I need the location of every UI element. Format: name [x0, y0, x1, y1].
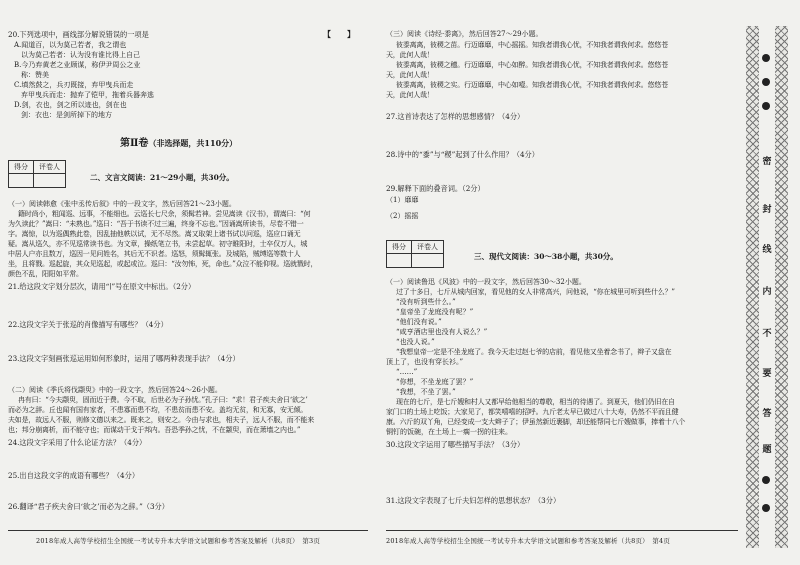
poem-line: 彼黍离离，彼稷之实。行迈靡靡，中心如噎。知我者谓我心忧，不知我者谓我何求。悠悠苍 [396, 81, 668, 89]
passage-line: 颜色不乱，阳阳如平常。 [8, 270, 83, 278]
score-box [386, 240, 444, 268]
q20-option: 称：赞美 [14, 71, 49, 79]
poem-line: 彼黍离离，彼稷之穗。行迈靡靡，中心如醉。知我者谓我心忧，不知我者谓我何求。悠悠苍 [396, 61, 668, 69]
question-29: 29.解释下面的叠音词。（2分） [386, 184, 485, 193]
reading-b-intro: （二）阅读《季氏将伐颛臾》中的一段文字，然后回答24～26小题。 [8, 386, 222, 394]
poem-line: 彼黍离离，彼稷之苗。行迈靡靡，中心摇摇。知我者谓我心忧，不知我者谓我何求。悠悠苍 [396, 41, 668, 49]
binding-char: 题 [762, 445, 772, 455]
reading-a-intro: （一）阅读韩愈《张中丞传后叙》中的一段文字，然后回答21～23小题。 [8, 200, 236, 208]
binding-char: 封 [762, 205, 772, 215]
q20-option: 以为莫己若者：认为没有谁比得上自己 [14, 51, 140, 59]
passage-line: 顶上了，也没有穿长衫。” [386, 358, 464, 366]
passage-line: “咸亨酒店里也没有人说么？” [396, 328, 488, 336]
question-27: 27.这首诗表达了怎样的思想感情？（4分） [386, 112, 525, 121]
poem-line: 天，此何人哉！ [386, 71, 434, 79]
passage-line: “你想，不坐龙庭了罢？” [396, 378, 474, 386]
passage-line: 家门口的土场上吃饭；大家见了，都笑嘻嘻的招呼。九斤老太早已做过八十大寿，仍然不平而且健 [386, 408, 679, 416]
reading-c-intro: （三）阅读《诗经·黍离》，然后回答27～29小题。 [386, 30, 543, 38]
question-24: 24.这段文字采用了什么论证方法？（4分） [8, 438, 147, 447]
score-header: 得分 [387, 241, 412, 254]
passage-line: 籍时尚小，粗闻巡、远事，不能细也。云巡长七尺余，须髯若神。尝见嵩读《汉书》，谓嵩曰：“何 [18, 210, 311, 218]
left-page [8, 30, 368, 545]
passage-line: “……” [396, 368, 418, 376]
passage-line: “我想皇帝一定是不坐龙庭了。我今天走过赵七爷的店前，看见他又坐着念书了，辫子又盘在 [396, 348, 672, 356]
binding-dot [762, 102, 770, 110]
binding-char: 不 [762, 329, 772, 339]
passage-line: 为久读此？”嵩曰：“未熟也。”巡曰：“吾于书读不过三遍，终身不忘也。”因诵嵩所读书，尽卷不错一 [8, 220, 304, 228]
binding-char: 线 [762, 245, 772, 255]
footer-rule [386, 530, 738, 531]
q20-option: A.闻道百，以为莫己若者，我之谓也 [14, 41, 127, 49]
q20-option: C.填然鼓之，兵刃既接，弃甲曳兵而走 [14, 81, 134, 89]
binding-dot [762, 54, 770, 62]
passage-line: 中居人户亦且数万，巡因一见问姓名，其后无不识者。巡怒，须髯辄张。及城陷，贼缚巡等数十人 [8, 250, 301, 258]
passage-line: 过了十多日，七斤从城内回家，看见他的女人非常高兴，问他说，“你在城里可听到些什么？” [396, 288, 675, 296]
passage-line: 疑。嵩从巡久，亦不见巡常读书也。为文章，操纸笔立书，未尝起草。初守睢阳时，士卒仅万人，城 [8, 240, 308, 248]
passage-line: 而必为之辞。丘也闻有国有家者，不患寡而患不均，不患贫而患不安。盖均无贫，和无寡，安无倾。 [8, 406, 308, 414]
poem-line: 天，此何人哉！ [386, 91, 434, 99]
passage-line: 康。六斤的双丫角，已经变成一支大辫子了；伊虽然新近裹脚，却还能帮同七斤嫂做事，捧着十八个 [386, 418, 686, 426]
right-page [386, 30, 738, 545]
part2-title [120, 134, 237, 149]
passage-line: 夫如是，故远人不服，则修文德以来之。既来之，则安之。今由与求也，相夫子，远人不服，而不能来 [8, 416, 314, 424]
passage-line: “皇帝坐了龙庭没有呢？” [396, 308, 474, 316]
question-30: 30.这段文字运用了哪些描写手法？（3分） [386, 440, 525, 449]
part2-title-main: 第Ⅱ卷 [120, 138, 149, 149]
answer-bracket: 【 】 [323, 29, 355, 39]
footer-rule [8, 530, 368, 531]
question-22: 22.这段文字关于张巡的肖像描写有哪些？（4分） [8, 320, 168, 329]
q20-option: 剑：衣也：是剑所掉下的地方 [14, 111, 112, 119]
binding-margin [746, 26, 788, 548]
binding-char: 要 [762, 369, 772, 379]
question-23: 23.这段文字刻画张巡运用如何形象时，运用了哪两种表现手法？（4分） [8, 354, 240, 363]
page-footer: 2018年成人高等学校招生全国统一考试专升本大学语文试题和参考答案及解析（共8页） 第4页 [386, 537, 671, 545]
passage-line: “我想，不坐了罢。” [396, 388, 456, 396]
passage-line: 铜钉的饭碗，在土场上一瘸一拐的往来。 [386, 428, 512, 436]
grader-header: 评卷人 [412, 241, 444, 254]
grader-header: 评卷人 [34, 161, 66, 174]
grader-cell[interactable] [34, 174, 66, 188]
q29-item: （1）靡靡 [386, 196, 419, 204]
poem-line: 天，此何人哉！ [386, 51, 434, 59]
page-footer: 2018年成人高等学校招生全国统一考试专升本大学语文试题和参考答案及解析（共8页） 第3页 [36, 537, 321, 545]
score-header: 得分 [9, 161, 34, 174]
binding-dot [762, 504, 770, 512]
question-31: 31.这段文字表现了七斤夫妇怎样的思想状态？（3分） [386, 496, 561, 505]
q20-option: D.剑，衣也，剑之所以迹也，剑在也 [14, 101, 127, 109]
score-cell[interactable] [9, 174, 34, 188]
q20-stem: 20.下列选项中，画线部分解说错误的一项是 [8, 30, 149, 39]
passage-line: “没有听到些什么。” [396, 298, 456, 306]
passage-line: 坐，且将戮。巡起旋，其众见巡起，或起或泣。巡曰：“汝勿怖，死，命也。”众泣不能仰视。巡就戮时， [8, 260, 318, 268]
part2-title-sub: （非选择题，共110分） [148, 138, 238, 148]
passage-line: 冉有曰：“今夫颛臾，固而近于费。今不取，后世必为子孙忧。”孔子曰：“求！君子疾夫舍曰‘欲之’ [18, 396, 308, 404]
passage-line: “也没人说。” [396, 338, 435, 346]
passage-line: 现在的七斤，是七斤嫂和村人又都早给他相当的尊敬，相当的待遇了。到夏天，他们仍旧在自 [396, 398, 675, 406]
binding-dot [762, 78, 770, 86]
score-cell[interactable] [387, 254, 412, 268]
q29-item: （2）摇摇 [386, 212, 419, 220]
question-28: 28.诗中的“黍”与“稷”起到了什么作用？（4分） [386, 150, 539, 159]
binding-char: 密 [762, 157, 772, 167]
score-box [8, 160, 66, 188]
binding-char: 内 [762, 287, 772, 297]
grader-cell[interactable] [412, 254, 444, 268]
q20-option: 弃甲曳兵而走：抛弃了铠甲，拖着兵器奔逃 [14, 91, 154, 99]
q20-option: B.今乃弃黄老之业顾谋，称伊尹周公之业 [14, 61, 141, 69]
question-25: 25.出自这段文字的成语有哪些？（4分） [8, 471, 140, 480]
passage-line: 字。嵩惊，以为巡偶熟此卷，因乱抽他帙以试，无不尽然。嵩又取架上诸书试以问巡，巡应口诵无 [8, 230, 301, 238]
binding-char: 答 [762, 409, 772, 419]
section2-title: 二、文言文阅读：21～29小题，共30分。 [90, 173, 234, 182]
section3-title: 三、现代文阅读：30～38小题，共30分。 [474, 252, 618, 261]
passage-line: “他们没有说。” [396, 318, 442, 326]
passage-line: 也；邦分崩离析，而不能守也；而谋动干戈于邦内。吾恐季孙之忧，不在颛臾，而在萧墙之内也。” [8, 426, 301, 434]
reading-d-intro: （一）阅读鲁迅《风波》中的一段文字，然后回答30～32小题。 [386, 278, 586, 286]
question-26: 26.翻译“君子疾夫舍曰‘欲之’而必为之辞。”（3分） [8, 502, 169, 511]
binding-dot [762, 476, 770, 484]
question-21: 21.给这段文字划分层次，请用“∣”号在原文中标出。（2分） [8, 282, 196, 291]
